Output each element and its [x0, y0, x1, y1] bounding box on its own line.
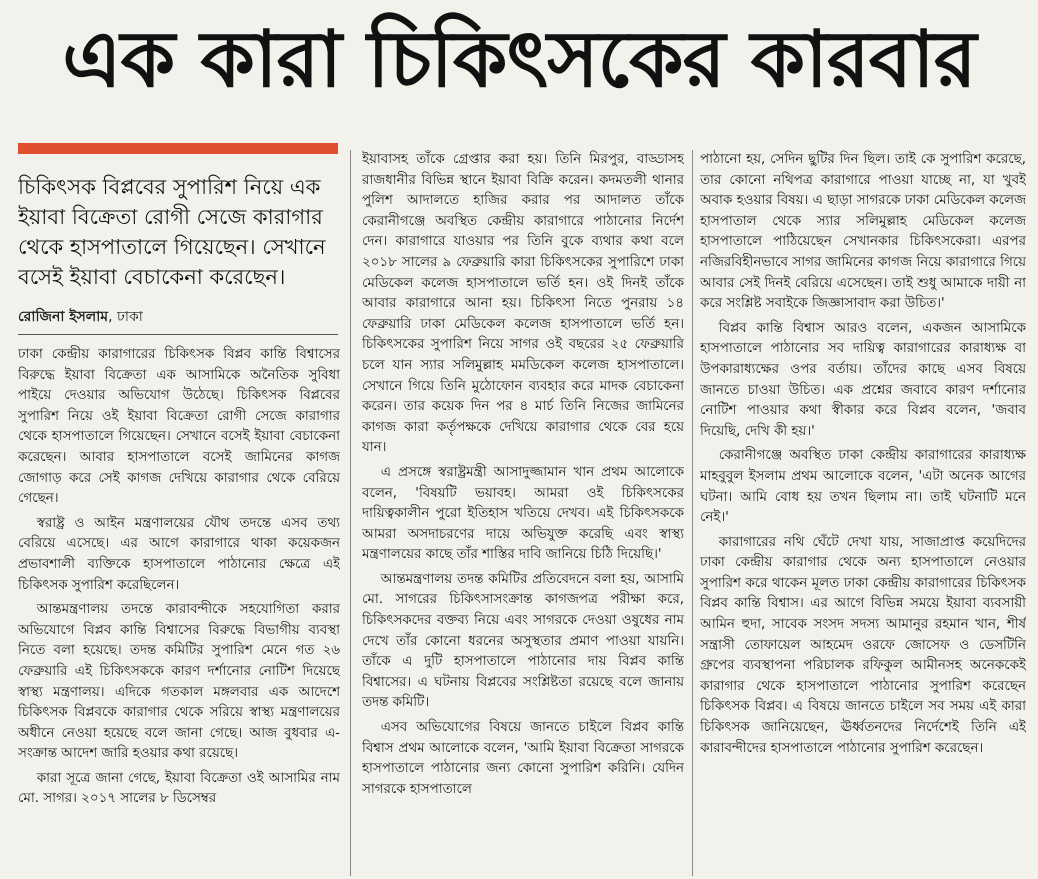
paragraph: এ প্রসঙ্গে স্বরাষ্ট্রমন্ত্রী আসাদুজ্জামান খান প্রথম আলোকে বলেন, 'বিষয়টি ভয়াবহ। আমরা ওই চিকিৎসকের দায়িত্বকালীন পুরো ইতিহাস খতিয়ে দেখব। এই চিকিৎসককে আমরা অসদাচরণের দায়ে অভিযুক্ত করেছি এবং স্বাস্থ্য মন্ত্রণালয়ের কাছে তাঁর শাস্তির দাবি জানিয়ে চিঠি দিয়েছি।'	[362, 464, 684, 563]
article-column-3	[700, 150, 1026, 876]
byline-name: রোজিনা ইসলাম	[18, 309, 109, 325]
byline-divider	[18, 334, 338, 335]
paragraph: কারা সূত্রে জানা গেছে, ইয়াবা বিক্রেতা ওই আসামির নাম মো. সাগর। ২০১৭ সালের ৮ ডিসেম্বর	[18, 770, 340, 807]
paragraph: আন্তমন্ত্রণালয় তদন্ত কমিটির প্রতিবেদনে বলা হয়, আসামি মো. সাগরের চিকিৎসাসংক্রান্ত কাগজপত্র পরীক্ষা করে, চিকিৎসকদের বক্তব্য নিয়ে এবং সাগরকে দেওয়া ওষুধের নাম দেখে তাঁর কোনো ধরনের অসুস্থতার প্রমাণ পাওয়া যায়নি। তাঁকে এ দুটি হাসপাতালে পাঠানোর দায় বিপ্লব কান্তি বিশ্বাসের। এ ঘটনায় বিপ্লবের সংশ্লিষ্টতা রয়েছে বলে জানায় তদন্ত কমিটি।	[362, 571, 684, 711]
deck-summary: চিকিৎসক বিপ্লবের সুপারিশ নিয়ে এক ইয়াবা বিক্রেতা রোগী সেজে কারাগার থেকে হাসপাতালে গিয়েছেন। সেখানে বসেই ইয়াবা বেচাকেনা করেছেন।	[18, 175, 326, 289]
byline-city: , ঢাকা	[108, 309, 143, 325]
paragraph: এসব অভিযোগের বিষয়ে জানতে চাইলে বিপ্লব কান্তি বিশ্বাস প্রথম আলোকে বলেন, 'আমি ইয়াবা বিক্রেতা সাগরকে হাসপাতালে পাঠানোর জন্য কোনো সুপারিশ করিনি। যেদিন সাগরকে হাসপাতালে	[362, 720, 684, 797]
column-divider	[350, 150, 351, 876]
article-column-2	[362, 150, 684, 876]
paragraph: পাঠানো হয়, সেদিন ছুটির দিন ছিল। তাই কে সুপারিশ করেছে, তার কোনো নথিপত্র কারাগারে পাওয়া যাচ্ছে না, যা খুবই অবাক হওয়ার বিষয়। এ ছাড়া সাগরকে ঢাকা মেডিকেল কলেজ হাসপাতাল থেকে স্যার সলিমুল্লাহ মেডিকেল কলেজ হাসপাতালে পাঠিয়েছেন সেখানকার চিকিৎসকেরা। এরপর নজিরবিহীনভাবে সাগর জামিনের কাগজ নিয়ে কারাগারে গিয়ে আবার সেই দিনই বেরিয়ে এসেছেন। তাই শুধু আমাকে দায়ী না করে সংশ্লিষ্ট সবাইকে জিজ্ঞাসাবাদ করা উচিত।'	[700, 152, 1026, 312]
paragraph: ইয়াবাসহ তাঁকে গ্রেপ্তার করা হয়। তিনি মিরপুর, বাড্ডাসহ রাজধানীর বিভিন্ন স্থানে ইয়াবা বিক্রি করেন। কদমতলী থানার পুলিশ আদালতে হাজির করার পর আদালত তাঁকে কেরানীগঞ্জে অবস্থিত কেন্দ্রীয় কারাগারে পাঠানোর নির্দেশ দেন। কারাগারে যাওয়ার পর তিনি বুকে ব্যথার কথা বলে ২০১৮ সালের ৯ ফেব্রুয়ারি কারা চিকিৎসকের সুপারিশে ঢাকা মেডিকেল কলেজ হাসপাতালে ভর্তি হন। ওই দিনই তাঁকে আবার কারাগারে আনা হয়। চিকিৎসা নিতে পুনরায় ১৪ ফেব্রুয়ারি ঢাকা মেডিকেল কলেজ হাসপাতালে ভর্তি হন। চিকিৎসকের সুপারিশ নিয়ে সাগর ওই বছরের ২৫ ফেব্রুয়ারি চলে যান স্যার সলিমুল্লাহ মমডিকেল কলেজ হাসপাতালে। সেখানে গিয়ে তিনি মুঠোফোন ব্যবহার করে মাদক বেচাকেনা করেন। তার কয়েক দিন পর ৪ মার্চ তিনি নিজের জামিনের কাগজ কারা কর্তৃপক্ষকে দেখিয়ে কারাগার থেকে বের হয়ে যান।	[362, 152, 684, 456]
headline: এক কারা চিকিৎসকের কারবার	[62, 15, 976, 105]
byline	[18, 305, 338, 329]
paragraph: ঢাকা কেন্দ্রীয় কারাগারের চিকিৎসক বিপ্লব কান্তি বিশ্বাসের বিরুদ্ধে ইয়াবা বিক্রেতা এক আসামিকে অনৈতিক সুবিধা পাইয়ে দেওয়ার অভিযোগ উঠেছে। চিকিৎসক বিপ্লবের সুপারিশ নিয়ে ওই ইয়াবা বিক্রেতা রোগী সেজে কারাগার থেকে হাসপাতালে গিয়েছেন। সেখানে বসেই ইয়াবা বেচাকেনা করেছেন। আবার হাসপাতালে বসেই জামিনের কাগজ জোগাড় করে সেই কাগজ দেখিয়ে কারাগার থেকে বেরিয়ে গেছেন।	[18, 347, 340, 507]
paragraph: কেরানীগঞ্জে অবস্থিত ঢাকা কেন্দ্রীয় কারাগারের কারাধ্যক্ষ মাহবুবুল ইসলাম প্রথম আলোকে বলেন, 'এটা অনেক আগের ঘটনা। আমি বোধ হয় তখন ছিলাম না। তাই ঘটনাটি মনে নেই।'	[700, 448, 1026, 526]
paragraph: বিপ্লব কান্তি বিশ্বাস আরও বলেন, একজন আসামিকে হাসপাতালে পাঠানোর সব দায়িত্ব কারাগারের কারাধ্যক্ষ বা উপকারাধ্যক্ষের ওপর বর্তায়। তাঁদের কাছে এসব বিষয়ে জানতে চাওয়া উচিত। এক প্রশ্নের জবাবে কারণ দর্শানোর নোটিশ পাওয়ার কথা স্বীকার করে বিপ্লব বলেন, 'জবাব দিয়েছি, দেখি কী হয়।'	[700, 320, 1026, 439]
article-column-1	[18, 345, 340, 875]
column-divider	[692, 150, 693, 876]
paragraph: আন্তমন্ত্রণালয় তদন্তে কারাবন্দীকে সহযোগিতা করার অভিযোগে বিপ্লব কান্তি বিশ্বাসের বিরুদ্ধে বিভাগীয় ব্যবস্থা নিতে বলা হয়েছে। তদন্ত কমিটির সুপারিশ মেনে গত ২৬ ফেব্রুয়ারি এই চিকিৎসককে কারণ দর্শানোর নোটিশ দিয়েছে স্বাস্থ্য মন্ত্রণালয়। এদিকে গতকাল মঙ্গলবার এক আদেশে চিকিৎসক বিপ্লবকে কারাগার থেকে সরিয়ে স্বাস্থ্য মন্ত্রণালয়ের অধীনে নেওয়া হয়েছে বলে জানা গেছে। আজ বুধবার এ-সংক্রান্ত আদেশ জারি হওয়ার কথা রয়েছে।	[18, 602, 340, 762]
paragraph: কারাগারের নথি ঘেঁটে দেখা যায়, সাজাপ্রাপ্ত কয়েদিদের ঢাকা কেন্দ্রীয় কারাগার থেকে অন্য হাসপাতালে নেওয়ার সুপারিশ করে থাকেন মূলত ঢাকা কেন্দ্রীয় কারাগারের চিকিৎসক বিপ্লব কান্তি বিশ্বাস। এর আগে বিভিন্ন সময়ে ইয়াবা ব্যবসায়ী আমিন হুদা, সাবেক সংসদ সদস্য আমানুর রহমান খান, শীর্ষ সন্ত্রাসী তোফায়েল আহমেদ ওরফে জোসেফ ও ডেসটিনি গ্রুপের ব্যবস্থাপনা পরিচালক রফিকুল আমীনসহ অনেককেই কারাগার থেকে হাসপাতালে পাঠানোর সুপারিশ করেছেন চিকিৎসক বিপ্লব। এ বিষয়ে জানতে চাইলে সব সময় এই কারা চিকিৎসক জানিয়েছেন, ঊর্ধ্বতনদের নির্দেশেই তিনি এই কারাবন্দীদের হাসপাতালে পাঠানোর সুপারিশ করেছেন।	[700, 534, 1026, 756]
paragraph: স্বরাষ্ট্র ও আইন মন্ত্রণালয়ের যৌথ তদন্তে এসব তথ্য বেরিয়ে এসেছে। এর আগে কারাগারে থাকা কয়েকজন প্রভাবশালী ব্যক্তিকে হাসপাতালে পাঠানোর ক্ষেত্রে এই চিকিৎসক সুপারিশ করেছিলেন।	[18, 515, 340, 593]
accent-rule	[18, 143, 338, 154]
